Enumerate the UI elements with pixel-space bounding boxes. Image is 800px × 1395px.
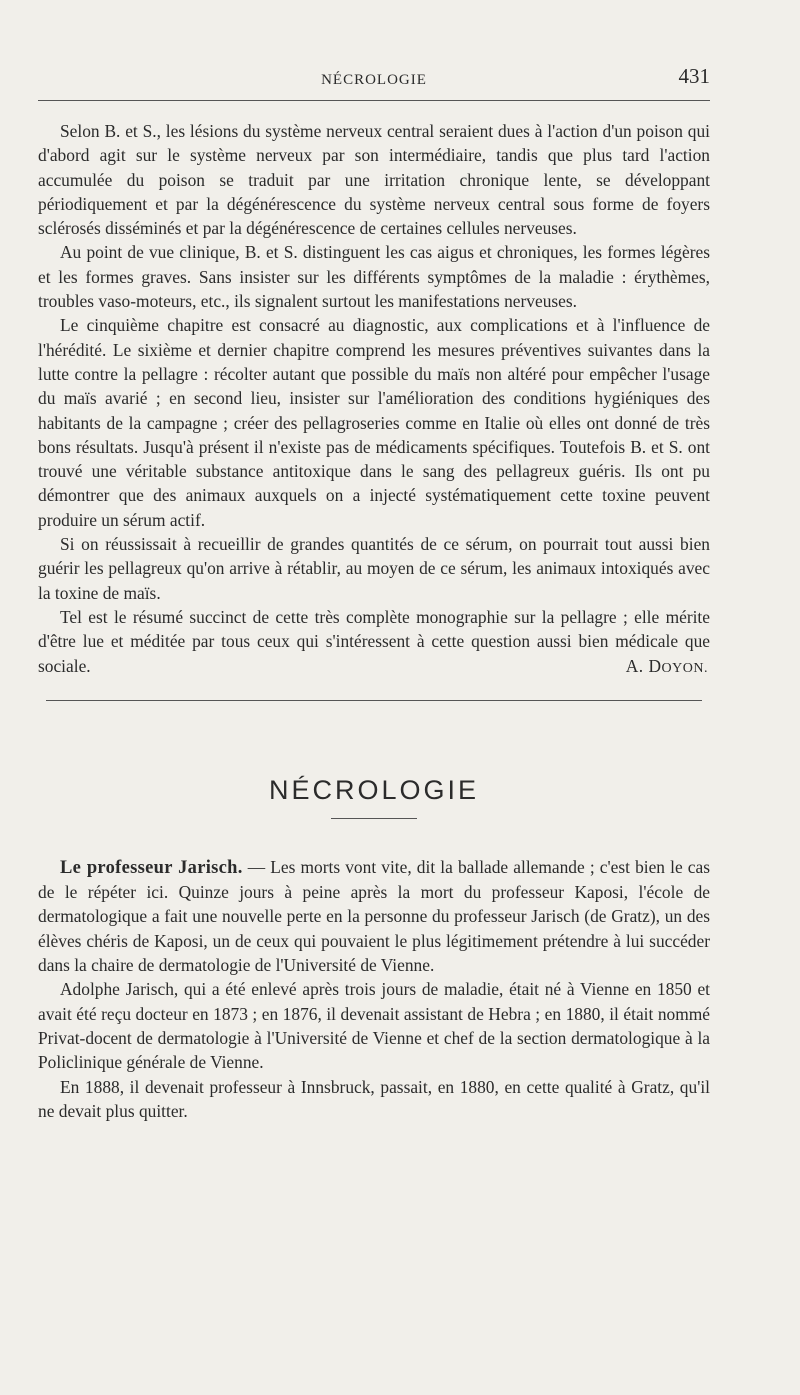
review-paragraph-4: Si on réussissait à recueillir de grandes quantités de ce sérum, on pourrait tout aussi bien guérir les pellagreux qu'on arrive à rétablir, au moyen de ce sérum, les animaux intoxiqués avec la toxine de maïs. — [38, 534, 710, 603]
necrology-paragraph-3: En 1888, il devenait professeur à Innsbruck, passait, en 1880, en cette qualité à Gratz, qu'il ne devait plus quitter. — [38, 1076, 710, 1121]
necrology-heading: Le professeur Jarisch. — [60, 857, 243, 878]
title-underline — [331, 818, 417, 819]
running-title: NÉCROLOGIE — [321, 72, 427, 88]
running-head — [38, 60, 710, 88]
author-signature — [604, 654, 708, 681]
necrology-text — [38, 855, 710, 1123]
signature-rest: OYON. — [661, 660, 708, 676]
necrology-paragraph-1 — [38, 855, 710, 977]
review-paragraph-1: Selon B. et S., les lésions du système nerveux central seraient dues à l'action d'un poison qui d'abord agit sur le système nerveux par son intermédiaire, tandis que plus tard l'action accumulée du poison se traduit par une irritation chronique lente, se développant périodiquement et par la dégénérescence du système nerveux central sous forme de foyers sclérosés disséminés et par la dégénérescence de certaines cellules nerveuses. — [38, 121, 710, 239]
page-number: 431 — [678, 64, 710, 88]
header-rule — [38, 100, 710, 101]
section-title: NÉCROLOGIE — [268, 774, 480, 805]
signature-initial: A. D — [625, 655, 662, 676]
review-paragraph-5 — [38, 605, 710, 678]
necrology-paragraph-1-text: — Les morts vont vite, dit la ballade allemande ; c'est bien le cas de le répéter ici. Quinze jours à peine après la mort du professeur Kaposi, l'école de dermatologique a fait une nouvelle perte en la personne du professeur Jarisch (de Gratz), un des élèves chéris de Kaposi, un de ceux qui pouvaient le plus légitimement prétendre à lui succéder dans la chaire de dermatologie de l'Université de Vienne. — [38, 856, 710, 976]
section-divider — [46, 700, 702, 701]
necrology-paragraph-2: Adolphe Jarisch, qui a été enlevé après trois jours de maladie, était né à Vienne en 1850 et avait été reçu docteur en 1873 ; en 1876, il devenait assistant de Hebra ; en 1880, il était nommé Privat-docent de dermatologie à l'Université de Vienne et chef de la section dermatologique à la Policlinique générale de Vienne. — [38, 979, 710, 1073]
review-paragraph-2: Au point de vue clinique, B. et S. distinguent les cas aigus et chroniques, les formes légères et les formes graves. Sans insister sur les différents symptômes de la maladie : érythèmes, troubles vaso-moteurs, etc., ils signalent surtout les manifestations nerveuses. — [38, 242, 710, 312]
review-text — [38, 119, 710, 678]
review-paragraph-5-text: Tel est le résumé succinct de cette très complète monographie sur la pellagre ; elle mérite d'être lue et méditée par tous ceux qui s'intéressent à cette question aussi bien médicale que sociale. — [38, 606, 710, 676]
review-paragraph-3: Le cinquième chapitre est consacré au diagnostic, aux complications et à l'influence de l'hérédité. Le sixième et dernier chapitre comprend les mesures préventives suivantes dans la lutte contre la pellagre : récolter autant que possible du maïs non altéré pour empêcher l'usage du maïs avarié ; en second lieu, insister sur l'amélioration des conditions hygiéniques des habitants de la campagne ; créer des pellagroseries comme en Italie où elles ont donné de très bons résultats. Jusqu'à présent il n'existe pas de médicaments spécifiques. Toutefois B. et S. ont trouvé une véritable substance antitoxique dans le sang des pellagreux guéris. Ils ont pu démontrer que des animaux auxquels on a injecté systématiquement cette toxine peuvent produire un sérum actif. — [38, 315, 710, 530]
book-page — [38, 60, 710, 1123]
